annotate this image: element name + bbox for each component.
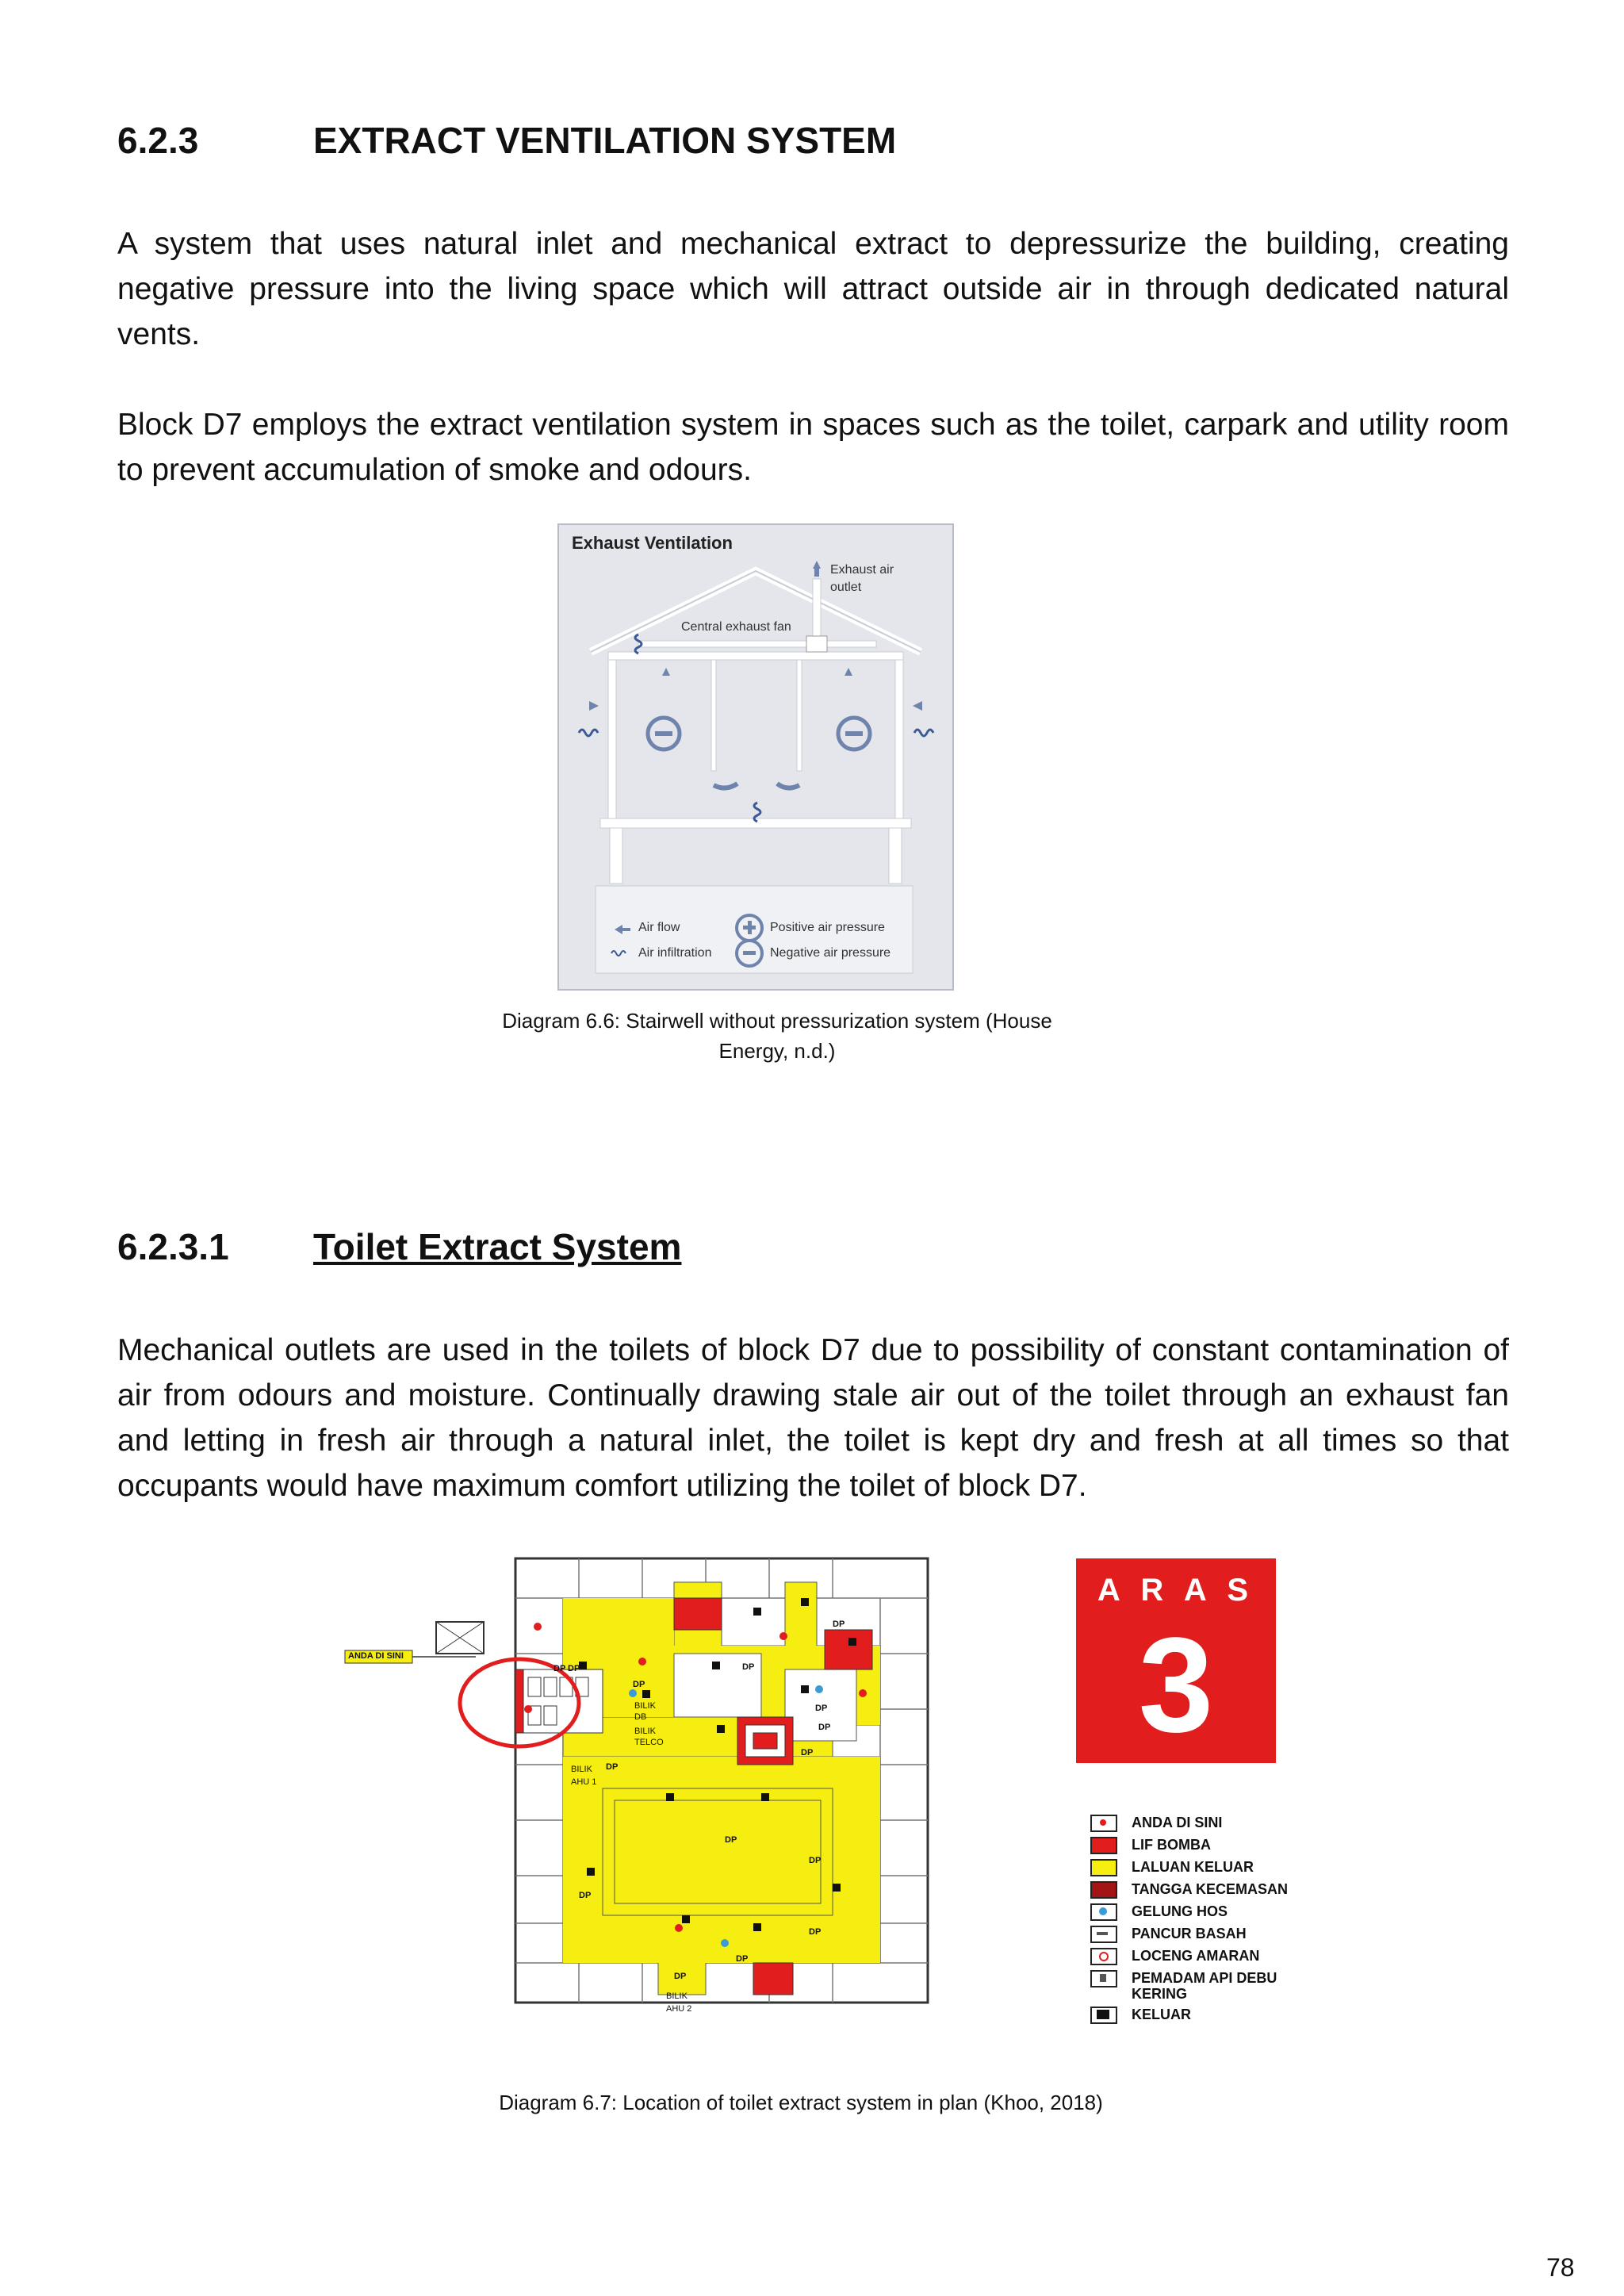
svg-text:DP: DP xyxy=(742,1662,755,1672)
wet-riser-icon xyxy=(1090,1926,1117,1943)
subsection-number: 6.2.3.1 xyxy=(117,1226,229,1267)
figure1-caption-line2: Energy, n.d.) xyxy=(718,1039,836,1063)
emergency-stairs-icon xyxy=(1090,1881,1117,1899)
room-bilik-ahu1-1: BILIK xyxy=(571,1765,592,1774)
page-number: 78 xyxy=(1546,2253,1575,2282)
level-sign-number: 3 xyxy=(1138,1610,1214,1761)
legend-label: TANGGA KECEMASAN xyxy=(1132,1881,1288,1897)
fire-extinguisher-icon xyxy=(1090,1970,1117,1987)
exhaust-ventilation-diagram xyxy=(557,523,954,991)
legend-label: ANDA DI SINI xyxy=(1132,1815,1223,1830)
figure1-caption-line1: Diagram 6.6: Stairwell without pressurization system (House xyxy=(502,1009,1052,1033)
svg-text:DP: DP xyxy=(606,1762,619,1772)
hose-reel-icon xyxy=(1090,1903,1117,1921)
section-heading-6-2-3-1 xyxy=(117,1225,1465,1273)
figure2-caption: Diagram 6.7: Location of toilet extract system in plan (Khoo, 2018) xyxy=(499,2091,1103,2114)
subsection-title: Toilet Extract System xyxy=(313,1226,682,1267)
svg-text:DP: DP xyxy=(736,1954,749,1964)
legend-air-flow: Air flow xyxy=(638,921,680,934)
svg-text:DP: DP xyxy=(815,1704,828,1713)
level-sign-letters: A R A S xyxy=(1097,1573,1255,1608)
legend-label: PANCUR BASAH xyxy=(1132,1926,1247,1941)
svg-text:DP: DP xyxy=(633,1680,645,1689)
legend-label: LALUAN KELUAR xyxy=(1132,1859,1254,1875)
paragraph-toilet-extract: Mechanical outlets are used in the toilets of block D7 due to possibility of constant contamination of air from odours and moisture. Continually drawing stale air out of the toilet through an exhaust fan and letting in fresh air through a natural inlet, the toilet is kept dry and fresh at all times so that occupants would have maximum comfort utilizing the toilet of block D7. xyxy=(117,1333,1509,1503)
legend-negative-pressure: Negative air pressure xyxy=(770,946,891,960)
figure1-caption xyxy=(444,1006,1110,1066)
you-are-here-icon xyxy=(1090,1815,1117,1832)
section-number: 6.2.3 xyxy=(117,120,199,161)
svg-text:DP: DP xyxy=(725,1835,737,1845)
svg-text:DP: DP xyxy=(801,1748,814,1757)
svg-text:DP: DP xyxy=(809,1856,822,1865)
legend-air-infiltration: Air infiltration xyxy=(638,946,712,960)
section-heading-6-2-3 xyxy=(117,119,1465,167)
legend-label: KELUAR xyxy=(1132,2007,1191,2022)
level-sign xyxy=(1076,1558,1276,1763)
svg-text:DP: DP xyxy=(833,1619,845,1629)
you-are-here-tag: ANDA DI SINI xyxy=(348,1651,404,1661)
central-fan-label: Central exhaust fan xyxy=(681,620,791,634)
diagram-title: Exhaust Ventilation xyxy=(572,533,733,553)
legend-label: PEMADAM API DEBU xyxy=(1132,1970,1277,1986)
room-bilik-telco-2: TELCO xyxy=(634,1738,664,1747)
svg-text:DP: DP xyxy=(553,1664,566,1673)
paragraph-block-d7: Block D7 employs the extract ventilation system in spaces such as the toilet, carpark and utility room to prevent accumulation of smoke and odours. xyxy=(117,408,1509,487)
floor-plan xyxy=(341,1550,944,2042)
svg-text:DP: DP xyxy=(818,1723,831,1732)
legend-label: GELUNG HOS xyxy=(1132,1903,1228,1919)
room-bilik-telco-1: BILIK xyxy=(634,1727,656,1736)
exhaust-outlet-label-1: Exhaust air xyxy=(830,563,894,577)
room-bilik-ahu2-2: AHU 2 xyxy=(666,2004,692,2014)
svg-text:DP: DP xyxy=(809,1927,822,1937)
exit-icon xyxy=(1090,2007,1117,2024)
svg-text:DP: DP xyxy=(674,1972,687,1981)
svg-text:DP: DP xyxy=(568,1664,580,1673)
floor-plan-drawing xyxy=(341,1550,944,2042)
room-bilik-db-2: DB xyxy=(634,1712,647,1722)
room-bilik-ahu1-2: AHU 1 xyxy=(571,1777,597,1787)
legend-positive-pressure: Positive air pressure xyxy=(770,921,885,934)
room-bilik-ahu2-1: BILIK xyxy=(666,1991,688,2001)
fire-lift-icon xyxy=(1090,1837,1117,1854)
room-bilik-db-1: BILIK xyxy=(634,1701,656,1711)
section-title: EXTRACT VENTILATION SYSTEM xyxy=(313,120,897,161)
legend-label: LIF BOMBA xyxy=(1132,1837,1211,1853)
exit-route-icon xyxy=(1090,1859,1117,1876)
exhaust-ventilation-drawing xyxy=(559,525,952,989)
legend-label: LOCENG AMARAN xyxy=(1132,1948,1260,1964)
svg-text:DP: DP xyxy=(579,1891,592,1900)
exhaust-outlet-label-2: outlet xyxy=(830,581,862,594)
paragraph-intro: A system that uses natural inlet and mechanical extract to depressurize the building, creating negative pressure into the living space which will attract outside air in through dedicated natural vents. xyxy=(117,227,1509,351)
alarm-bell-icon xyxy=(1090,1948,1117,1965)
floor-plan-legend xyxy=(1090,1815,1328,2021)
legend-label-line2: KERING xyxy=(1132,1986,1188,2002)
